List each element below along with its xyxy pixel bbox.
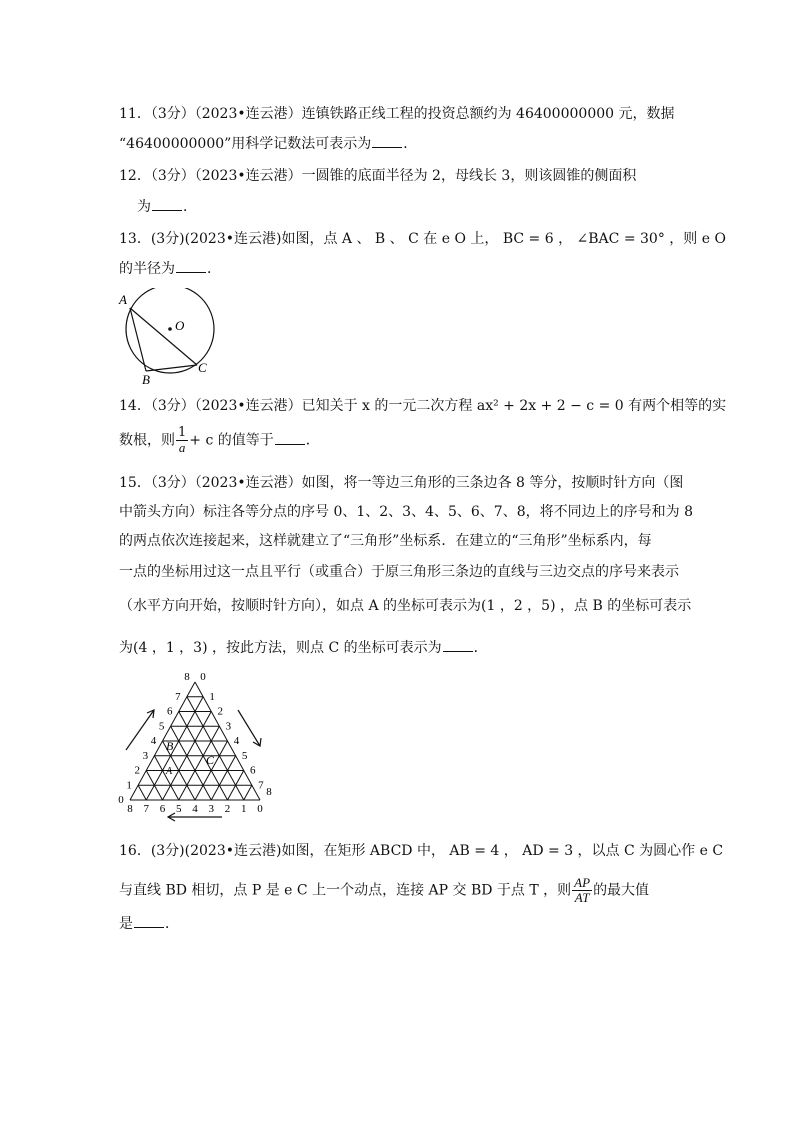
q16-line1: 16．(3分)(2023•连云港)如图，在矩形 ABCD 中， AB = 4 ， AD = 3 ，以点 C 为圆心作 e C — [119, 843, 724, 859]
tick-label-bottom: 4 — [192, 803, 198, 815]
q14-end: ． — [305, 432, 320, 449]
tick-label-bottom: 6 — [159, 803, 166, 815]
tick-label-left: 7 — [175, 690, 181, 703]
segment-ab — [130, 308, 146, 371]
segment-ac — [130, 308, 197, 365]
answer-blank — [176, 258, 206, 273]
point-a-label: A — [166, 766, 173, 777]
tick-label-right: 3 — [225, 720, 232, 733]
label-o: O — [175, 318, 185, 333]
tick-label-bottom: 2 — [224, 803, 231, 815]
answer-blank — [443, 637, 473, 652]
tick-label-top: 0 — [200, 671, 206, 683]
tick-label-bottom: 1 — [241, 803, 247, 815]
q12-text: 为 — [137, 199, 151, 215]
q16-text: 是 — [119, 916, 133, 932]
point-b-label: B — [166, 739, 174, 753]
tick-label-bottom: 7 — [143, 803, 149, 815]
q15-line6 — [119, 637, 488, 658]
q13-line1: 13．(3分)(2023•连云港)如图，点 A 、 B 、 C 在 e O 上， BC = 6 ， ∠BAC = 30° ，则 e O — [119, 231, 726, 247]
q16-end: ． — [165, 916, 179, 932]
q11-line1: 11．（3分）（2023•连云港）连镇铁路正线工程的投资总额约为 46400000000 元，数据 — [119, 106, 675, 122]
tick-label-bottom: 3 — [208, 803, 214, 815]
fraction-denominator: AT — [574, 890, 590, 905]
q14-text-pre: 数根，则 — [119, 432, 175, 449]
fraction-numerator: 1 — [178, 425, 187, 440]
tick-label-left: 0 — [118, 794, 124, 806]
grid-line-right-parallel — [138, 785, 146, 800]
q11-end: ． — [403, 136, 418, 152]
q13-text: 的半径为 — [119, 261, 175, 277]
fraction-1-over-a — [176, 426, 188, 455]
label-a: A — [119, 292, 127, 307]
grid-line-left-parallel — [244, 785, 252, 800]
triangle-coordinate-figure — [110, 670, 280, 830]
tick-label-right: 6 — [250, 764, 256, 777]
center-point — [168, 327, 172, 331]
tick-label-right: 5 — [241, 749, 248, 762]
tick-label-bottom: 0 — [257, 803, 263, 815]
grid-line-left-parallel — [146, 697, 203, 800]
q14-line2 — [119, 426, 320, 455]
right-arrow — [238, 710, 260, 746]
fraction-denominator: a — [178, 440, 186, 455]
q14-text-post: + c 的值等于 — [189, 432, 274, 449]
q15-line4: 一点的坐标用过这一点且平行（或重合）于原三角形三条边的直线与三边交点的序号来表示 — [119, 564, 679, 580]
tick-label-bottom: 8 — [127, 803, 133, 815]
tick-label-bottom: 5 — [176, 803, 182, 815]
tick-label-top: 8 — [184, 671, 190, 683]
tick-label-left: 1 — [126, 779, 132, 792]
q15-line1: 15．（3分）（2023•连云港）如图，将一等边三角形的三条边各 8 等分，按顺时针方向（图 — [119, 475, 684, 491]
label-c: C — [198, 360, 207, 375]
tick-label-right: 1 — [209, 690, 215, 703]
circle-figure — [115, 288, 225, 388]
point-c-label: C — [206, 753, 215, 767]
answer-blank — [275, 430, 305, 445]
fraction-ap-over-at — [572, 876, 592, 905]
q15-line2: 中箭头方向）标注各等分点的序号 0、1、2、3、4、5、6、7、8，将不同边上的序号和为 8 — [119, 504, 693, 520]
q12-line1: 12．（3分）（2023•连云港）一圆锥的底面半径为 2，母线长 3，则该圆锥的侧面积 — [119, 168, 637, 184]
tick-label-left: 6 — [167, 705, 173, 718]
q16-line3 — [119, 913, 179, 934]
fraction-numerator: AP — [574, 875, 591, 890]
q15-end: ． — [473, 640, 488, 656]
q11-text: “46400000000”用科学记数法可表示为 — [119, 136, 372, 152]
answer-blank — [372, 133, 402, 148]
q14-line1: 14．（3分）（2023•连云港）已知关于 x 的一元二次方程 ax² + 2x + 2 − c = 0 有两个相等的实 — [119, 398, 727, 414]
q13-line2 — [119, 258, 221, 279]
tick-label-left: 4 — [150, 735, 157, 747]
tick-label-right: 7 — [258, 779, 264, 792]
label-b: B — [142, 372, 150, 387]
q16-line2 — [119, 876, 649, 905]
tick-label-right: 2 — [217, 705, 223, 718]
q12-line2 — [137, 196, 197, 217]
q15-line5: （水平方向开始，按顺时针方向），如点 A 的坐标可表示为(1 ，2 ，5) ，点 B 的坐标可表示 — [119, 598, 692, 614]
tick-label-right: 4 — [233, 735, 240, 747]
q12-end: ． — [183, 199, 197, 215]
answer-blank — [134, 913, 164, 928]
tick-label-left: 2 — [134, 764, 140, 777]
q16-text-pre: 与直线 BD 相切，点 P 是 e C 上一个动点，连接 AP 交 BD 于点 T ，则 — [119, 882, 572, 899]
grid-line-right-parallel — [187, 697, 244, 800]
q15-text: 为(4 ，1 ，3) ，按此方法，则点 C 的坐标可表示为 — [119, 640, 442, 656]
q11-line2 — [119, 133, 417, 154]
tick-label-right: 8 — [266, 786, 272, 798]
answer-blank — [152, 196, 182, 211]
tick-label-left: 3 — [142, 749, 149, 762]
tick-label-left: 5 — [158, 720, 165, 733]
q13-end: ． — [207, 261, 221, 277]
q16-text-post: 的最大值 — [593, 882, 650, 899]
q15-line3: 的两点依次连接起来，这样就建立了“三角形”坐标系．在建立的“三角形”坐标系内，每 — [119, 533, 652, 549]
